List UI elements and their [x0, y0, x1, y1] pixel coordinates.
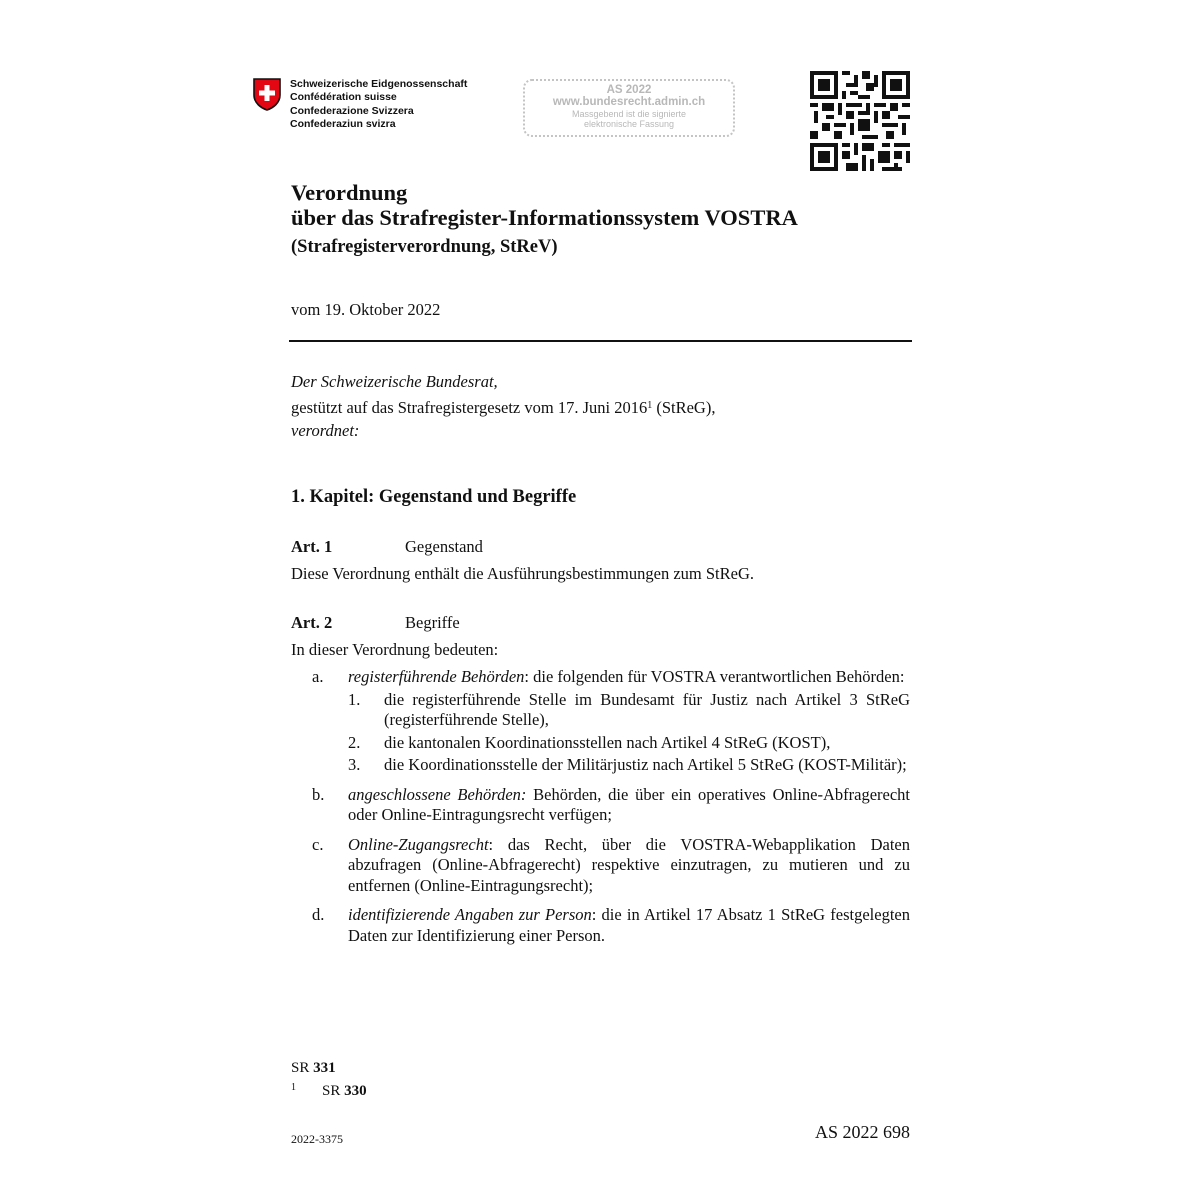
document-id: 2022-3375	[291, 1132, 343, 1146]
art2-intro: In dieser Verordnung bedeuten:	[291, 640, 499, 659]
definition-text: : das Recht, über die VOSTRA-Webapplikation Daten abzufragen (Online-Abfragerecht) respektive einzutragen, zu mutieren und zu entfernen (Online-Eintragungsrecht);	[348, 834, 910, 895]
footnote-mark: 1	[291, 1082, 296, 1093]
art2-number: Art. 2	[291, 613, 333, 632]
preamble-basis-tail: (StReG),	[652, 397, 716, 417]
stamp-note-1: Massgebend ist die signierte	[571, 109, 687, 119]
title-line-2: über das Strafregister-Informationssystem VOSTRA	[291, 205, 798, 230]
title-line-1: Verordnung	[291, 180, 408, 205]
federal-names	[290, 78, 467, 132]
sub-item-text: die kantonalen Koordinationsstellen nach Artikel 4 StReG (KOST),	[384, 732, 831, 752]
preamble-authority: Der Schweizerische Bundesrat,	[291, 372, 498, 391]
definition-term: identifizierende Angaben zur Person	[348, 905, 592, 924]
definition-term: angeschlossene Behörden:	[348, 784, 527, 804]
sub-item-mark: 1.	[348, 689, 361, 709]
list-item-mark: a.	[312, 667, 324, 686]
preamble-basis	[291, 394, 715, 420]
list-item-mark: d.	[312, 905, 325, 924]
sr-number: 331	[313, 1060, 336, 1076]
definition-term: registerführende Behörden	[348, 667, 525, 686]
as-reference: AS 2022 698	[814, 1122, 910, 1142]
federal-logo	[252, 78, 468, 131]
preamble	[291, 370, 715, 443]
definition-term: Online-Zugangsrecht	[348, 834, 489, 854]
sub-list-item	[348, 733, 910, 754]
sub-item-text: die Koordinationsstelle der Militärjustiz nach Artikel 5 StReG (KOST-Militär);	[384, 755, 907, 774]
stamp-url: www.bundesrecht.admin.ch	[552, 96, 706, 108]
list-item-mark: b.	[312, 784, 325, 804]
qr-code-icon	[810, 71, 910, 171]
footnote-number: 330	[344, 1083, 367, 1099]
document-date: vom 19. Oktober 2022	[291, 300, 441, 319]
sub-list-item	[348, 690, 910, 731]
definition-text: : die folgenden für VOSTRA verantwortlichen Behörden:	[524, 667, 905, 686]
preamble-decree: verordnet:	[291, 421, 360, 440]
preamble-basis-text: gestützt auf das Strafregistergesetz vom 17. Juni 2016	[291, 397, 648, 417]
chapter-heading: 1. Kapitel: Gegenstand und Begriffe	[291, 487, 577, 507]
list-item	[312, 905, 910, 946]
sr-label: SR	[291, 1060, 314, 1076]
list-item-body	[348, 905, 910, 946]
art1-name: Gegenstand	[405, 537, 483, 556]
list-item-body	[348, 785, 910, 826]
stamp-as-label: AS 2022	[606, 84, 652, 96]
federal-name-it: Confederazione Svizzera	[290, 104, 414, 117]
footnote	[291, 1078, 367, 1101]
document-title	[291, 180, 798, 230]
sub-item-mark: 3.	[348, 755, 361, 774]
stamp-note-2: elektronische Fassung	[583, 119, 675, 129]
list-item-mark: c.	[312, 834, 324, 854]
title-rule	[289, 340, 912, 342]
list-item	[312, 835, 910, 897]
list-item	[312, 667, 910, 776]
sub-list-item	[348, 755, 910, 776]
federal-name-fr: Confédération suisse	[290, 91, 397, 104]
definitions-list	[312, 667, 910, 955]
authenticity-stamp	[523, 79, 735, 137]
list-item-body	[348, 835, 910, 897]
federal-name-de: Schweizerische Eidgenossenschaft	[290, 78, 468, 90]
definition-text: : die in Artikel 17 Absatz 1 StReG festgelegten Daten zur Identifizierung einer Person.	[348, 905, 910, 945]
definition-text: Behörden, die über ein operatives Online-Abfragerecht oder Online-Eintragungsrecht verfügen;	[348, 784, 911, 824]
sub-item-mark: 2.	[348, 732, 361, 752]
federal-name-rm: Confederaziun svizra	[290, 118, 396, 131]
sr-classification	[291, 1058, 336, 1078]
footnote-ref[interactable]: 1	[647, 399, 653, 411]
swiss-shield-icon	[252, 78, 282, 111]
art2-name: Begriffe	[405, 613, 460, 632]
list-item	[312, 785, 910, 826]
sub-item-text: die registerführende Stelle im Bundesamt für Justiz nach Artikel 3 StReG (registerführende Stelle),	[384, 689, 910, 729]
document-subtitle: (Strafregisterverordnung, StReV)	[291, 237, 558, 257]
list-item-body	[348, 667, 910, 776]
art1-text: Diese Verordnung enthält die Ausführungsbestimmungen zum StReG.	[291, 564, 755, 583]
art1-number: Art. 1	[291, 537, 333, 556]
footnote-label: SR	[322, 1083, 345, 1099]
